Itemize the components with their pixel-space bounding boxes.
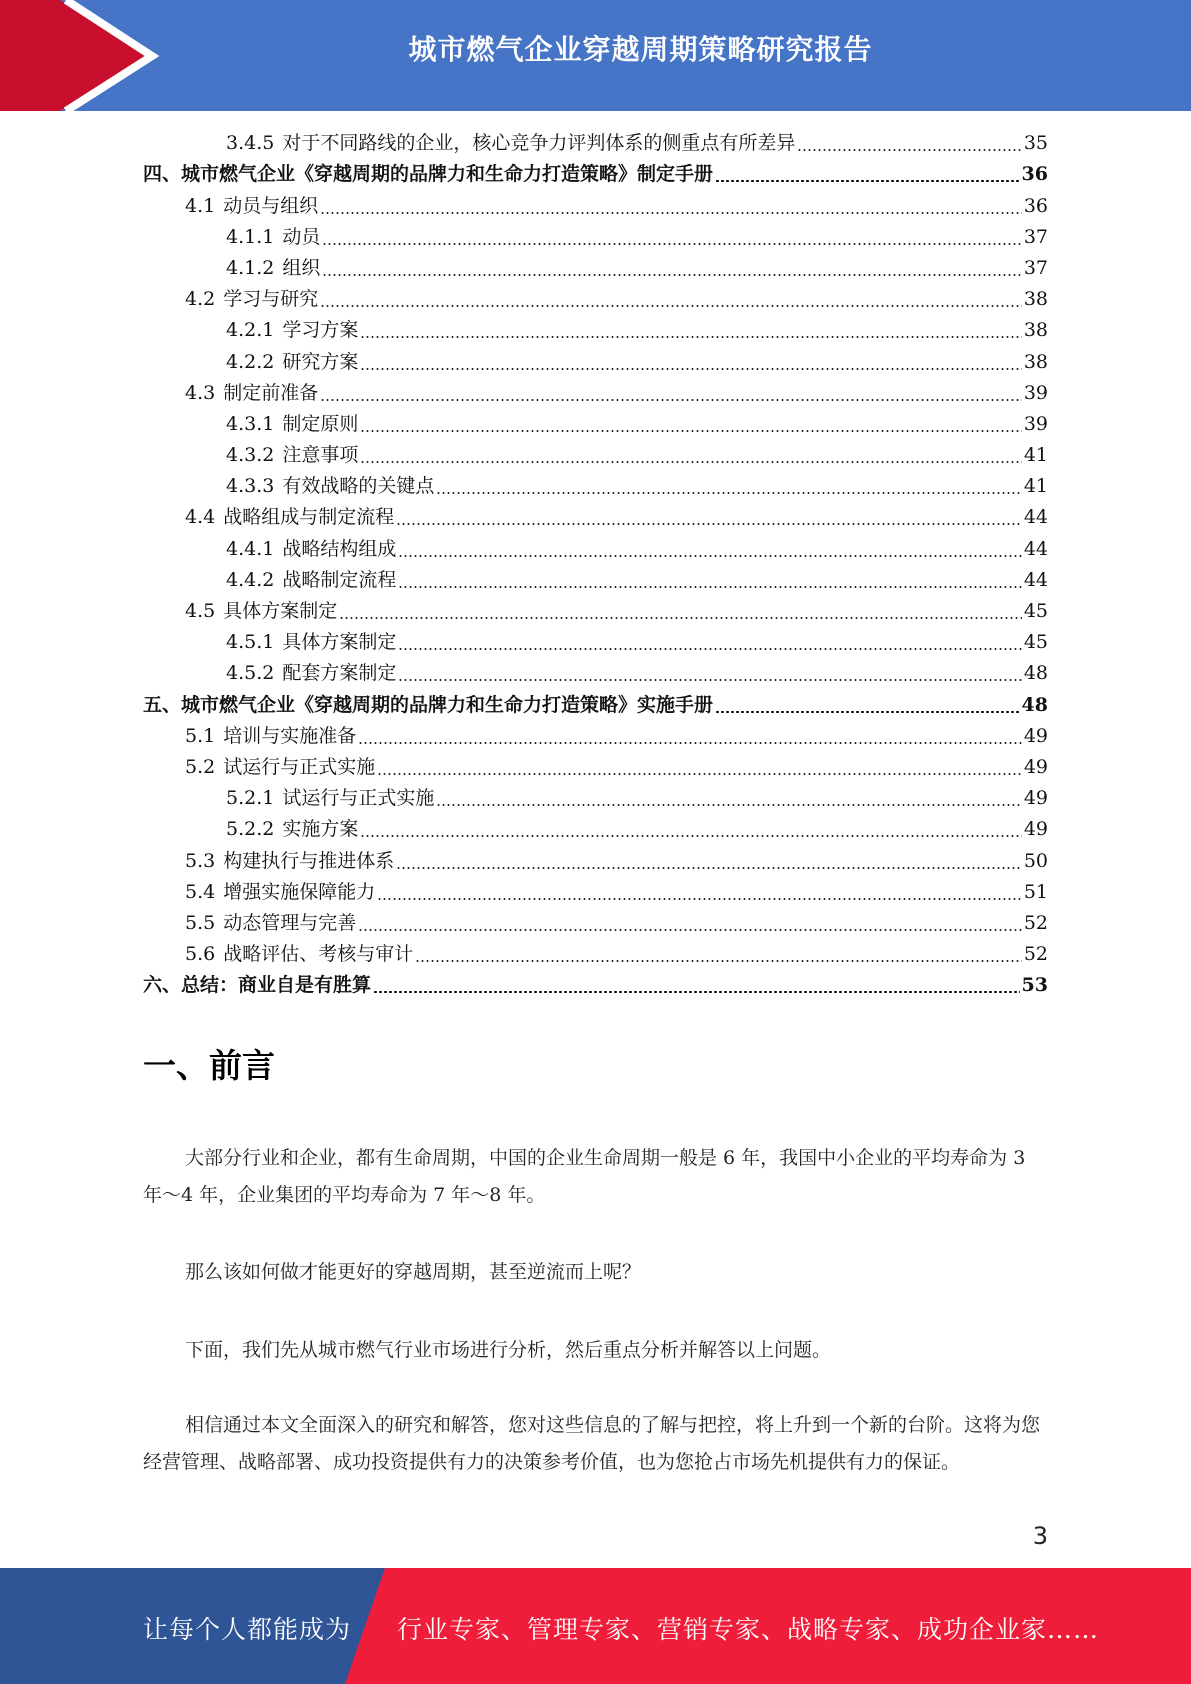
toc-entry-label: 试运行与正式实施 [223, 755, 376, 778]
toc-dot-leader [377, 773, 1022, 775]
paragraph-text: 下面，我们先从城市燃气行业市场进行分析，然后重点分析并解答以上问题。 [185, 1339, 832, 1361]
toc-entry[interactable] [143, 471, 1048, 502]
toc-dot-leader [415, 960, 1022, 962]
toc-entry-page: 52 [1023, 943, 1048, 966]
toc-dot-leader [797, 149, 1021, 151]
toc-entry-title [185, 502, 394, 533]
toc-entry-label: 总结：商业自是有胜算 [181, 974, 372, 997]
body-paragraph-2 [143, 1254, 1048, 1291]
toc-entry-label: 动员 [282, 225, 321, 248]
toc-entry[interactable] [143, 253, 1048, 284]
toc-entry-title [226, 409, 358, 440]
toc-entry-number: 4.2 [185, 288, 216, 311]
toc-entry-number: 5.1 [185, 724, 216, 747]
toc-entry-title [185, 846, 394, 877]
toc-dot-leader [715, 180, 1020, 182]
toc-dot-leader [396, 523, 1022, 525]
toc-entry[interactable] [143, 658, 1048, 689]
toc-entry-label: 战略结构组成 [282, 537, 397, 560]
toc-entry-title [226, 565, 396, 596]
toc-entry-number: 4.4 [185, 506, 216, 529]
toc-entry-label: 配套方案制定 [282, 662, 397, 685]
toc-entry-page: 44 [1023, 506, 1048, 529]
page-header [0, 0, 1191, 111]
toc-entry-title [226, 253, 320, 284]
toc-entry-page: 49 [1023, 787, 1048, 810]
toc-entry-label: 注意事项 [282, 444, 359, 467]
toc-entry-label: 城市燃气企业《穿越周期的品牌力和生命力打造策略》实施手册 [181, 693, 714, 716]
toc-entry[interactable] [143, 970, 1048, 1001]
toc-entry[interactable] [143, 939, 1048, 970]
toc-entry-label: 研究方案 [282, 350, 359, 373]
toc-entry-number: 4.3 [185, 381, 216, 404]
toc-dot-leader [715, 711, 1020, 713]
toc-entry[interactable] [143, 533, 1048, 564]
footer-slogan-left: 让每个人都能成为 [143, 1615, 352, 1644]
paragraph-text: 大部分行业和企业，都有生命周期，中国的企业生命周期一般是 6 年，我国中小企业的平均寿命为 3 年～4 年，企业集团的平均寿命为 7 年～8 年。 [143, 1147, 1026, 1206]
toc-entry-page: 41 [1023, 444, 1048, 467]
toc-entry[interactable] [143, 627, 1048, 658]
toc-entry-label: 动员与组织 [223, 194, 319, 217]
toc-entry-title [185, 378, 318, 409]
toc-entry-label: 对于不同路线的企业，核心竞争力评判体系的侧重点有所差异 [282, 132, 796, 155]
toc-dot-leader [398, 679, 1021, 681]
toc-entry-number: 4.3.3 [226, 475, 275, 498]
toc-dot-leader [322, 274, 1021, 276]
toc-entry[interactable] [143, 378, 1048, 409]
toc-entry-page: 35 [1023, 132, 1048, 155]
toc-entry-number: 5.2.2 [226, 818, 275, 841]
toc-entry-page: 39 [1023, 381, 1048, 404]
toc-entry-number: 5.2 [185, 755, 216, 778]
toc-entry-title [185, 596, 337, 627]
toc-entry-number: 4.3.2 [226, 444, 275, 467]
toc-entry-label: 城市燃气企业《穿越周期的品牌力和生命力打造策略》制定手册 [181, 163, 714, 186]
toc-entry-page: 49 [1023, 755, 1048, 778]
toc-entry-page: 44 [1023, 568, 1048, 591]
toc-entry[interactable] [143, 596, 1048, 627]
toc-dot-leader [358, 742, 1022, 744]
toc-entry[interactable] [143, 440, 1048, 471]
paragraph-text: 相信通过本文全面深入的研究和解答，您对这些信息的了解与把控，将上升到一个新的台阶。这将为您经营管理、战略部署、成功投资提供有力的决策参考价值，也为您抢占市场先机提供有力的保证。 [143, 1414, 1041, 1473]
toc-entry-title [226, 440, 358, 471]
toc-dot-leader [360, 461, 1021, 463]
toc-dot-leader [360, 368, 1021, 370]
toc-entry-title [143, 159, 713, 190]
toc-entry-label: 实施方案 [282, 818, 359, 841]
toc-dot-leader [320, 399, 1022, 401]
toc-entry-title [185, 908, 356, 939]
toc-entry-page: 37 [1023, 256, 1048, 279]
toc-entry[interactable] [143, 752, 1048, 783]
toc-entry[interactable] [143, 222, 1048, 253]
toc-entry-page: 49 [1023, 724, 1048, 747]
toc-entry-number: 五、 [143, 693, 182, 716]
toc-dot-leader [398, 586, 1021, 588]
toc-dot-leader [436, 492, 1021, 494]
toc-entry[interactable] [143, 783, 1048, 814]
toc-entry[interactable] [143, 284, 1048, 315]
toc-entry-label: 制定前准备 [223, 381, 319, 404]
toc-dot-leader [396, 867, 1022, 869]
toc-dot-leader [373, 991, 1020, 993]
toc-entry[interactable] [143, 689, 1048, 720]
toc-entry-label: 增强实施保障能力 [223, 880, 376, 903]
toc-entry-number: 5.5 [185, 911, 216, 934]
toc-entry-title [226, 222, 320, 253]
toc-entry-title [226, 347, 358, 378]
toc-entry[interactable] [143, 315, 1048, 346]
toc-entry-page: 52 [1023, 911, 1048, 934]
toc-entry[interactable] [143, 814, 1048, 845]
toc-dot-leader [377, 898, 1022, 900]
body-paragraph-4 [143, 1407, 1048, 1481]
toc-entry-label: 有效战略的关键点 [282, 475, 435, 498]
toc-entry-number: 4.2.2 [226, 350, 275, 373]
toc-entry-number: 4.5 [185, 600, 216, 622]
toc-entry-page: 38 [1023, 319, 1048, 342]
toc-entry-page: 36 [1023, 194, 1048, 217]
toc-entry-label: 战略组成与制定流程 [223, 506, 395, 529]
toc-dot-leader [360, 336, 1021, 338]
toc-entry-label: 制定原则 [282, 412, 359, 435]
page-number: 3 [1032, 1522, 1048, 1550]
toc-dot-leader [436, 804, 1021, 806]
toc-entry-page: 44 [1023, 537, 1048, 560]
paragraph-text: 那么该如何做才能更好的穿越周期，甚至逆流而上呢？ [185, 1261, 642, 1283]
toc-entry-page: 37 [1023, 225, 1048, 248]
toc-entry-number: 4.1.1 [226, 225, 275, 248]
table-of-contents [143, 128, 1048, 1001]
body-paragraph-1 [143, 1140, 1048, 1214]
toc-entry-title [226, 814, 358, 845]
toc-dot-leader [322, 243, 1021, 245]
toc-entry-page: 36 [1021, 163, 1048, 186]
toc-entry-title [185, 284, 318, 315]
toc-entry-page: 39 [1023, 412, 1048, 435]
toc-entry-title [226, 658, 396, 689]
page-footer [0, 1568, 1191, 1684]
toc-entry-page: 53 [1021, 974, 1048, 997]
toc-entry-title [226, 315, 358, 346]
toc-entry[interactable] [143, 845, 1048, 876]
toc-entry-number: 四、 [143, 163, 182, 186]
toc-entry-label: 战略评估、考核与审计 [223, 943, 414, 966]
toc-entry-title [226, 128, 795, 159]
toc-entry-title [143, 690, 713, 721]
toc-entry[interactable] [143, 159, 1048, 190]
toc-entry-title [185, 752, 375, 783]
toc-entry-page: 49 [1023, 818, 1048, 841]
toc-entry-title [185, 877, 375, 908]
toc-entry-page: 51 [1023, 880, 1048, 903]
footer-slogan-right: 行业专家、管理专家、营销专家、战略专家、成功企业家…… [397, 1615, 1100, 1644]
toc-entry-number: 4.5.1 [226, 631, 275, 654]
toc-entry-label: 培训与实施准备 [223, 724, 357, 747]
toc-entry-number: 3.4.5 [226, 132, 275, 155]
header-title: 城市燃气企业穿越周期策略研究报告 [408, 33, 873, 66]
toc-entry[interactable] [143, 128, 1048, 159]
toc-entry-title [185, 721, 356, 752]
toc-entry-title [226, 627, 396, 658]
toc-entry-number: 4.1.2 [226, 256, 275, 279]
toc-entry[interactable] [143, 908, 1048, 939]
toc-entry-label: 战略制定流程 [282, 568, 397, 591]
toc-dot-leader [360, 430, 1021, 432]
toc-dot-leader [320, 305, 1022, 307]
toc-entry-title [226, 534, 396, 565]
toc-dot-leader [398, 648, 1021, 650]
toc-entry-page: 48 [1021, 693, 1048, 716]
toc-entry-label: 具体方案制定 [282, 631, 397, 654]
toc-entry[interactable] [143, 565, 1048, 596]
toc-entry-number: 4.2.1 [226, 319, 275, 342]
toc-entry-page: 48 [1023, 662, 1048, 685]
toc-dot-leader [358, 929, 1022, 931]
toc-entry-label: 学习方案 [282, 319, 359, 342]
toc-entry[interactable] [143, 721, 1048, 752]
toc-entry-number: 5.2.1 [226, 787, 275, 810]
toc-entry[interactable] [143, 502, 1048, 533]
body-paragraph-3 [143, 1332, 1048, 1369]
toc-entry-number: 5.6 [185, 943, 216, 966]
toc-entry-page: 38 [1023, 288, 1048, 311]
toc-entry-page: 50 [1023, 849, 1048, 872]
toc-entry-title [226, 783, 434, 814]
toc-entry-number: 4.4.1 [226, 537, 275, 560]
toc-entry-number: 5.4 [185, 880, 216, 903]
toc-entry[interactable] [143, 190, 1048, 221]
toc-entry-label: 组织 [282, 256, 321, 279]
toc-entry-label: 具体方案制定 [223, 600, 338, 622]
toc-entry-label: 构建执行与推进体系 [223, 849, 395, 872]
toc-entry-label: 试运行与正式实施 [282, 787, 435, 810]
toc-entry-page: 41 [1023, 475, 1048, 498]
toc-dot-leader [339, 617, 1022, 619]
toc-entry[interactable] [143, 877, 1048, 908]
toc-entry-number: 4.3.1 [226, 412, 275, 435]
toc-entry-number: 4.5.2 [226, 662, 275, 685]
toc-dot-leader [320, 212, 1022, 214]
toc-entry-title [185, 939, 413, 970]
toc-dot-leader [360, 835, 1021, 837]
toc-entry-page: 45 [1023, 600, 1048, 622]
toc-entry-number: 4.1 [185, 194, 216, 217]
toc-entry-number: 六、 [143, 974, 182, 997]
toc-entry-title [226, 471, 434, 502]
section-heading: 一、前言 [143, 1046, 275, 1085]
toc-entry-number: 5.3 [185, 849, 216, 872]
toc-dot-leader [398, 555, 1021, 557]
toc-entry[interactable] [143, 346, 1048, 377]
toc-entry-label: 动态管理与完善 [223, 911, 357, 934]
toc-entry-number: 4.4.2 [226, 568, 275, 591]
toc-entry-page: 45 [1023, 631, 1048, 654]
toc-entry[interactable] [143, 409, 1048, 440]
toc-entry-title [143, 970, 371, 1001]
toc-entry-label: 学习与研究 [223, 288, 319, 311]
toc-entry-title [185, 191, 318, 222]
toc-entry-page: 38 [1023, 350, 1048, 373]
